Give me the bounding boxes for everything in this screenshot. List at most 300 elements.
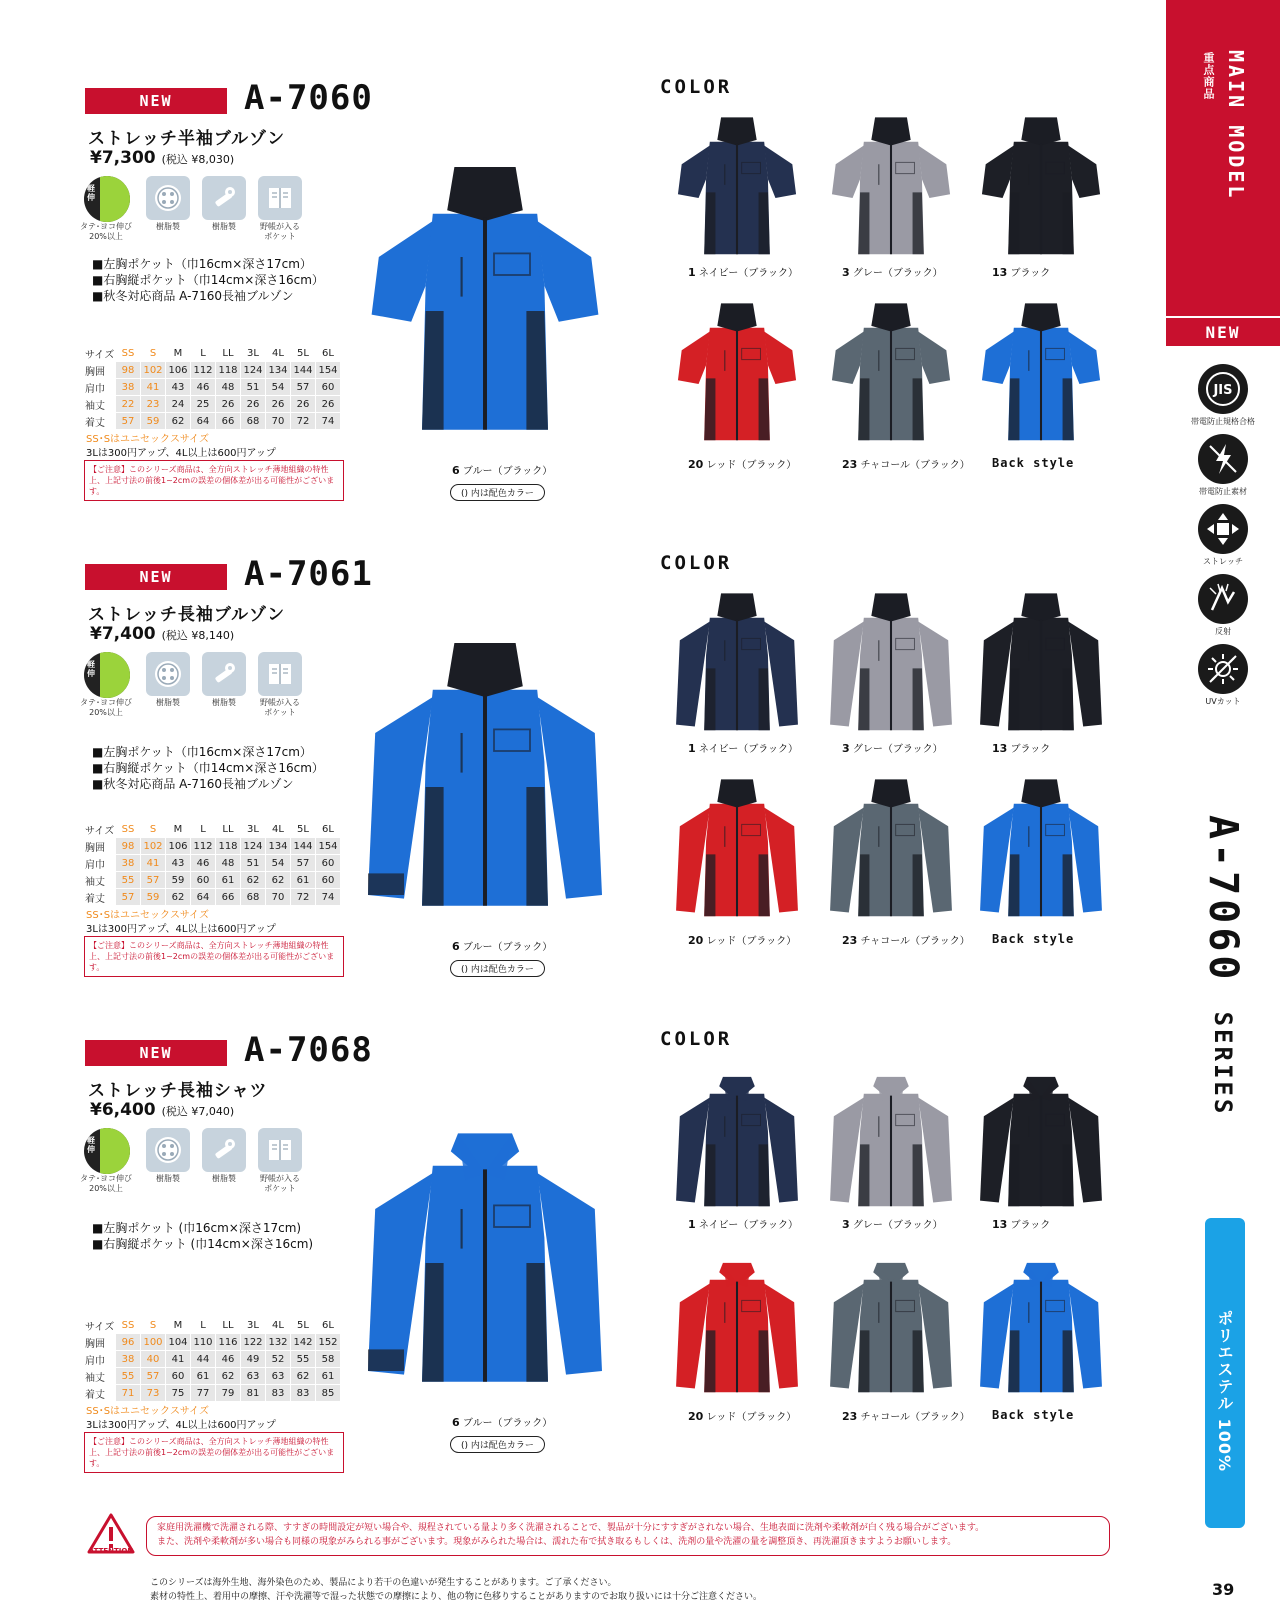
product-price [90,1100,234,1120]
size-cell: 118 [216,362,241,379]
color-swatch-caption: Back style [992,932,1075,946]
resin-button-icon [146,1128,190,1172]
page-number: 39 [1212,1580,1235,1599]
color-swatch-photo [966,1060,1116,1210]
price-value: ¥6,400 [90,1100,156,1120]
size-cell: 144 [291,362,316,379]
size-cell: L [191,821,216,838]
svg-text:JIS: JIS [1213,383,1233,398]
color-swatch-caption: 1 ネイビー（ブラック） [688,742,799,755]
attention-label: ATTENTION [88,1547,134,1555]
color-swatch-caption: 20 レッド（ブラック） [688,458,797,471]
size-cell: 57 [291,379,316,396]
size-cell: 81 [241,1385,266,1402]
size-cell: 54 [266,855,291,872]
resin-zipper-icon [202,176,246,220]
feature-list [92,1220,313,1252]
size-cell: L [191,345,216,362]
size-cell: 122 [241,1334,266,1351]
icon-caption: 樹脂製 [212,1174,236,1183]
size-cell: 5L [291,1317,316,1334]
size-cell: 57 [141,872,166,889]
color-swatch-caption: 3 グレー（ブラック） [842,1218,943,1231]
color-swatch-caption: 13 ブラック [992,1218,1051,1231]
size-cell: 62 [241,872,266,889]
size-row [85,396,341,413]
product-price [90,624,234,644]
size-cell: S [141,1317,166,1334]
color-swatch-photo [816,1060,966,1210]
jis-icon [1198,364,1248,414]
size-cell: 25 [191,396,216,413]
size-row-label: 袖丈 [85,1368,116,1385]
new-badge: NEW [85,88,227,114]
size-cell: 57 [141,1368,166,1385]
size-cell: 44 [191,1351,216,1368]
size-cell: 55 [116,1368,141,1385]
color-swatch-photo [816,294,966,444]
upcharge-note: 3Lは300円アップ、4L以上は600円アップ [86,924,276,935]
new-badge: NEW [85,1040,227,1066]
color-notice-line: 素材の特性上、着用中の摩擦、汗や洗濯等で湿った状態での摩擦により、他の物に色移りすることがありますのでお取り扱いには十分ご注意ください。 [150,1592,763,1602]
size-cell: 58 [316,1351,341,1368]
icon-caption: 野帳が入る ポケット [260,698,300,717]
size-cell: LL [216,345,241,362]
size-cell: 48 [216,855,241,872]
size-row-label: 着丈 [85,1385,116,1402]
size-cell: 64 [191,889,216,906]
size-cell: 83 [266,1385,291,1402]
product-name: ストレッチ半袖ブルゾン [88,129,286,149]
size-cell: 5L [291,345,316,362]
size-cell: 60 [316,872,341,889]
size-notice: 【ご注意】このシリーズ商品は、全方向ストレッチ薄地組織の特性上、上記寸法の前後1~2cmの誤差の個体差が出る可能性がございます。 [84,1432,344,1473]
spec-icons [80,176,314,246]
size-cell: 116 [216,1334,241,1351]
attention-icon [86,1512,136,1572]
size-row [85,855,341,872]
color-swatch-photo [662,770,812,920]
size-cell: LL [216,821,241,838]
size-cell: 112 [191,838,216,855]
feature-item: ■左胸ポケット（巾16cm×深さ17cm） [92,257,312,271]
size-notice: 【ご注意】このシリーズ商品は、全方向ストレッチ薄地組織の特性上、上記寸法の前後1~2cmの誤差の個体差が出る可能性がございます。 [84,460,344,501]
size-cell: 5L [291,821,316,838]
size-cell: 24 [166,396,191,413]
product-name: ストレッチ長袖シャツ [88,1081,268,1101]
size-cell: 4L [266,345,291,362]
size-cell: 54 [266,379,291,396]
icon-caption: 野帳が入る ポケット [260,222,300,241]
size-cell: 4L [266,1317,291,1334]
main-model-band [1166,0,1280,345]
size-cell: 102 [141,362,166,379]
size-cell: 57 [116,889,141,906]
size-row [85,1351,341,1368]
color-swatch-photo [662,1060,812,1210]
color-swatch-photo [966,108,1116,258]
size-cell: 51 [241,855,266,872]
size-cell: 124 [241,838,266,855]
icon-caption: 樹脂製 [156,222,180,231]
size-cell: SS [116,821,141,838]
price-value: ¥7,300 [90,148,156,168]
size-cell: 3L [241,821,266,838]
size-cell: 26 [241,396,266,413]
feature-item: ■左胸ポケット (巾16cm×深さ17cm) [92,1221,302,1235]
size-cell: M [166,1317,191,1334]
size-cell: 106 [166,838,191,855]
size-cell: S [141,821,166,838]
color-swatch-caption: 1 ネイビー（ブラック） [688,1218,799,1231]
size-cell: 26 [291,396,316,413]
feature-item: ■右胸縦ポケット（巾14cm×深さ16cm） [92,273,324,287]
color-swatch-caption: Back style [992,456,1075,470]
feature-item: ■秋冬対応商品 A-7160長袖ブルゾン [92,289,294,303]
main-product-photo [350,1080,620,1410]
size-cell: 59 [166,872,191,889]
main-product-photo [350,604,620,934]
size-cell: 106 [166,362,191,379]
size-cell: 74 [316,889,341,906]
size-cell: SS [116,1317,141,1334]
size-cell: 6L [316,1317,341,1334]
color-swatch-caption: 20 レッド（ブラック） [688,1410,797,1423]
size-cell: 98 [116,362,141,379]
color-swatch-photo [816,108,966,258]
size-cell: 43 [166,855,191,872]
size-cell: 48 [216,379,241,396]
size-cell: 38 [116,379,141,396]
size-cell: 71 [116,1385,141,1402]
price-tax: (税込 ¥7,040) [161,1105,235,1118]
color-swatch-photo [816,1246,966,1396]
main-model-label: MAIN MODEL [1224,50,1248,201]
main-color-caption: 6 ブルー（ブラック） [452,940,553,953]
size-cell: 41 [141,855,166,872]
size-cell: 41 [141,379,166,396]
size-cell: 70 [266,889,291,906]
upcharge-note: 3Lは300円アップ、4L以上は600円アップ [86,448,276,459]
size-cell: 96 [116,1334,141,1351]
color-swatch-caption: 1 ネイビー（ブラック） [688,266,799,279]
size-cell: 46 [216,1351,241,1368]
color-note-pill: () 内は配色カラー [450,960,545,977]
size-cell: 59 [141,889,166,906]
size-cell: LL [216,1317,241,1334]
size-cell: 74 [316,413,341,430]
size-row [85,362,341,379]
size-row-label: 袖丈 [85,872,116,889]
size-row-label: 胸囲 [85,362,116,379]
icon-caption: 樹脂製 [212,222,236,231]
size-cell: 98 [116,838,141,855]
size-table [84,344,341,430]
size-cell: 154 [316,362,341,379]
color-swatch-photo [662,1246,812,1396]
icon-caption: タテ･ヨコ伸び 20%以上 [80,222,132,241]
size-cell: 55 [291,1351,316,1368]
size-row [85,1334,341,1351]
product-price [90,148,234,168]
size-cell: 75 [166,1385,191,1402]
color-notice-line: このシリーズは海外生地、海外染色のため、製品により若干の色違いが発生することがあります。ご了承ください。 [150,1578,617,1588]
size-cell: 46 [191,379,216,396]
size-cell: 62 [291,1368,316,1385]
size-cell: 4L [266,821,291,838]
resin-zipper-icon [202,652,246,696]
size-cell: 142 [291,1334,316,1351]
material-label: ポリエステル 100% [1215,1310,1234,1472]
size-cell: 132 [266,1334,291,1351]
color-swatch-photo [966,770,1116,920]
size-cell: 51 [241,379,266,396]
size-cell: 46 [191,855,216,872]
size-cell: 79 [216,1385,241,1402]
color-swatch-photo [966,584,1116,734]
size-cell: 62 [266,872,291,889]
size-cell: M [166,345,191,362]
model-number: A-7060 [244,78,373,118]
antistatic-icon [1198,434,1248,484]
washing-notice-line: 家庭用洗濯機で洗濯される際、すすぎの時間設定が短い場合や、規程されている量より多く洗濯されることで、製品が十分にすすぎがされない場合、生地表面に洗剤や柔軟剤が白く残る場合がございます。 [157,1523,985,1533]
color-swatch-caption: 3 グレー（ブラック） [842,266,943,279]
size-cell: 64 [191,413,216,430]
size-cell: 112 [191,362,216,379]
size-cell: L [191,1317,216,1334]
size-row [85,379,341,396]
feature-item: ■右胸縦ポケット (巾14cm×深さ16cm) [92,1237,314,1251]
main-color-caption: 6 ブルー（ブラック） [452,464,553,477]
size-cell: 134 [266,362,291,379]
size-cell: 62 [216,1368,241,1385]
size-row [85,872,341,889]
color-swatch-photo [966,1246,1116,1396]
notebook-pocket-icon [258,652,302,696]
rail-new-badge: NEW [1166,316,1280,346]
size-cell: 62 [166,413,191,430]
juuten-label: 重点商品 [1202,52,1215,100]
stretch-badge-icon: 軽 伸 [84,1128,130,1174]
series-title: A-7060 SERIES [1200,815,1246,1117]
feature-item: ■右胸縦ポケット（巾14cm×深さ16cm） [92,761,324,775]
size-cell: 26 [316,396,341,413]
main-product-photo [350,128,620,458]
color-swatch-caption: 20 レッド（ブラック） [688,934,797,947]
product-section [0,1028,1160,1515]
size-cell: 77 [191,1385,216,1402]
size-cell: 60 [316,855,341,872]
size-cell: S [141,345,166,362]
size-cell: 118 [216,838,241,855]
color-swatch-caption: 13 ブラック [992,266,1051,279]
size-cell: 72 [291,889,316,906]
upcharge-note: 3Lは300円アップ、4L以上は600円アップ [86,1420,276,1431]
size-cell: 134 [266,838,291,855]
feature-caption: 反射 [1215,627,1231,636]
size-row-label: 肩巾 [85,1351,116,1368]
icon-caption: 樹脂製 [212,698,236,707]
size-cell: 144 [291,838,316,855]
size-cell: 63 [241,1368,266,1385]
size-row-label: サイズ [85,821,116,838]
size-cell: 154 [316,838,341,855]
size-header-row [85,821,341,838]
price-tax: (税込 ¥8,140) [161,629,235,642]
size-cell: 61 [316,1368,341,1385]
size-cell: 3L [241,1317,266,1334]
size-cell: 23 [141,396,166,413]
feature-caption: 帯電防止規格合格 [1191,417,1255,426]
size-row-label: 胸囲 [85,1334,116,1351]
size-cell: M [166,821,191,838]
size-table [84,820,341,906]
model-number: A-7061 [244,554,373,594]
size-cell: 61 [216,872,241,889]
spec-icons [80,1128,314,1198]
unisex-note: SS･Sはユニセックスサイズ [86,910,209,921]
stretch-badge-icon: 軽 伸 [84,176,130,222]
color-swatch-photo [662,294,812,444]
stretch-badge-icon: 軽 伸 [84,652,130,698]
notebook-pocket-icon [258,1128,302,1172]
size-cell: 68 [241,413,266,430]
size-cell: 61 [191,1368,216,1385]
size-table [84,1316,341,1402]
size-cell: 55 [116,872,141,889]
size-cell: 41 [166,1351,191,1368]
spec-icons [80,652,314,722]
unisex-note: SS･Sはユニセックスサイズ [86,1406,209,1417]
size-row-label: 肩巾 [85,855,116,872]
color-note-pill: () 内は配色カラー [450,484,545,501]
size-cell: 6L [316,821,341,838]
unisex-note: SS･Sはユニセックスサイズ [86,434,209,445]
size-row-label: 胸囲 [85,838,116,855]
icon-caption: 野帳が入る ポケット [260,1174,300,1193]
color-heading: COLOR [660,76,733,98]
size-cell: SS [116,345,141,362]
color-swatch-caption: 23 チャコール（ブラック） [842,458,970,471]
size-cell: 26 [266,396,291,413]
size-row-label: 着丈 [85,889,116,906]
size-cell: 52 [266,1351,291,1368]
main-color-caption: 6 ブルー（ブラック） [452,1416,553,1429]
size-notice: 【ご注意】このシリーズ商品は、全方向ストレッチ薄地組織の特性上、上記寸法の前後1~2cmの誤差の個体差が出る可能性がございます。 [84,936,344,977]
feature-list [92,744,324,792]
size-cell: 49 [241,1351,266,1368]
feature-caption: 帯電防止素材 [1199,487,1247,496]
color-notice [150,1576,762,1604]
size-row [85,1368,341,1385]
color-swatch-caption: 23 チャコール（ブラック） [842,1410,970,1423]
icon-caption: タテ･ヨコ伸び 20%以上 [80,1174,132,1193]
size-cell: 57 [291,855,316,872]
size-cell: 38 [116,1351,141,1368]
color-swatch-caption: 13 ブラック [992,742,1051,755]
size-cell: 43 [166,379,191,396]
size-row-label: 着丈 [85,413,116,430]
reflective-icon [1198,574,1248,624]
color-note-pill: () 内は配色カラー [450,1436,545,1453]
size-cell: 83 [291,1385,316,1402]
size-cell: 63 [266,1368,291,1385]
resin-button-icon [146,176,190,220]
size-cell: 72 [291,413,316,430]
size-cell: 38 [116,855,141,872]
uv-cut-icon [1198,644,1248,694]
washing-notice [146,1516,1110,1556]
size-cell: 57 [116,413,141,430]
size-row-label: 袖丈 [85,396,116,413]
size-header-row [85,1317,341,1334]
size-row-label: サイズ [85,1317,116,1334]
size-cell: 104 [166,1334,191,1351]
product-section [0,552,1160,1039]
color-swatch-photo [662,584,812,734]
size-cell: 3L [241,345,266,362]
size-cell: 102 [141,838,166,855]
stretch-arrows-icon [1198,504,1248,554]
size-cell: 60 [191,872,216,889]
color-swatch-photo [816,770,966,920]
feature-item: ■左胸ポケット（巾16cm×深さ17cm） [92,745,312,759]
color-swatch-photo [816,584,966,734]
new-badge: NEW [85,564,227,590]
size-row [85,413,341,430]
size-cell: 60 [166,1368,191,1385]
size-cell: 85 [316,1385,341,1402]
size-row [85,838,341,855]
size-row [85,1385,341,1402]
size-cell: 66 [216,889,241,906]
size-cell: 61 [291,872,316,889]
washing-notice-line: また、洗剤や柔軟剤が多い場合も同様の現象がみられる事がございます。現象がみられた場合は、濡れた布で拭き取るもしくは、洗剤の量や洗濯の量を調整頂き、再洗濯頂きますようお願いします。 [157,1537,957,1547]
size-cell: 73 [141,1385,166,1402]
model-number: A-7068 [244,1030,373,1070]
feature-list [92,256,324,304]
size-header-row [85,345,341,362]
resin-button-icon [146,652,190,696]
size-cell: 70 [266,413,291,430]
size-cell: 26 [216,396,241,413]
price-value: ¥7,400 [90,624,156,644]
size-cell: 60 [316,379,341,396]
product-name: ストレッチ長袖ブルゾン [88,605,286,625]
feature-caption: UVカット [1205,697,1241,706]
size-cell: 62 [166,889,191,906]
size-cell: 40 [141,1351,166,1368]
icon-caption: タテ･ヨコ伸び 20%以上 [80,698,132,717]
size-cell: 68 [241,889,266,906]
size-cell: 124 [241,362,266,379]
size-cell: 59 [141,413,166,430]
size-row-label: サイズ [85,345,116,362]
size-cell: 66 [216,413,241,430]
color-heading: COLOR [660,1028,733,1050]
icon-caption: 樹脂製 [156,698,180,707]
color-swatch-caption: Back style [992,1408,1075,1422]
feature-caption: ストレッチ [1203,557,1243,566]
product-section [0,76,1160,563]
color-swatch-caption: 23 チャコール（ブラック） [842,934,970,947]
color-swatch-photo [966,294,1116,444]
size-cell: 110 [191,1334,216,1351]
size-cell: 100 [141,1334,166,1351]
color-heading: COLOR [660,552,733,574]
size-cell: 152 [316,1334,341,1351]
color-swatch-photo [662,108,812,258]
